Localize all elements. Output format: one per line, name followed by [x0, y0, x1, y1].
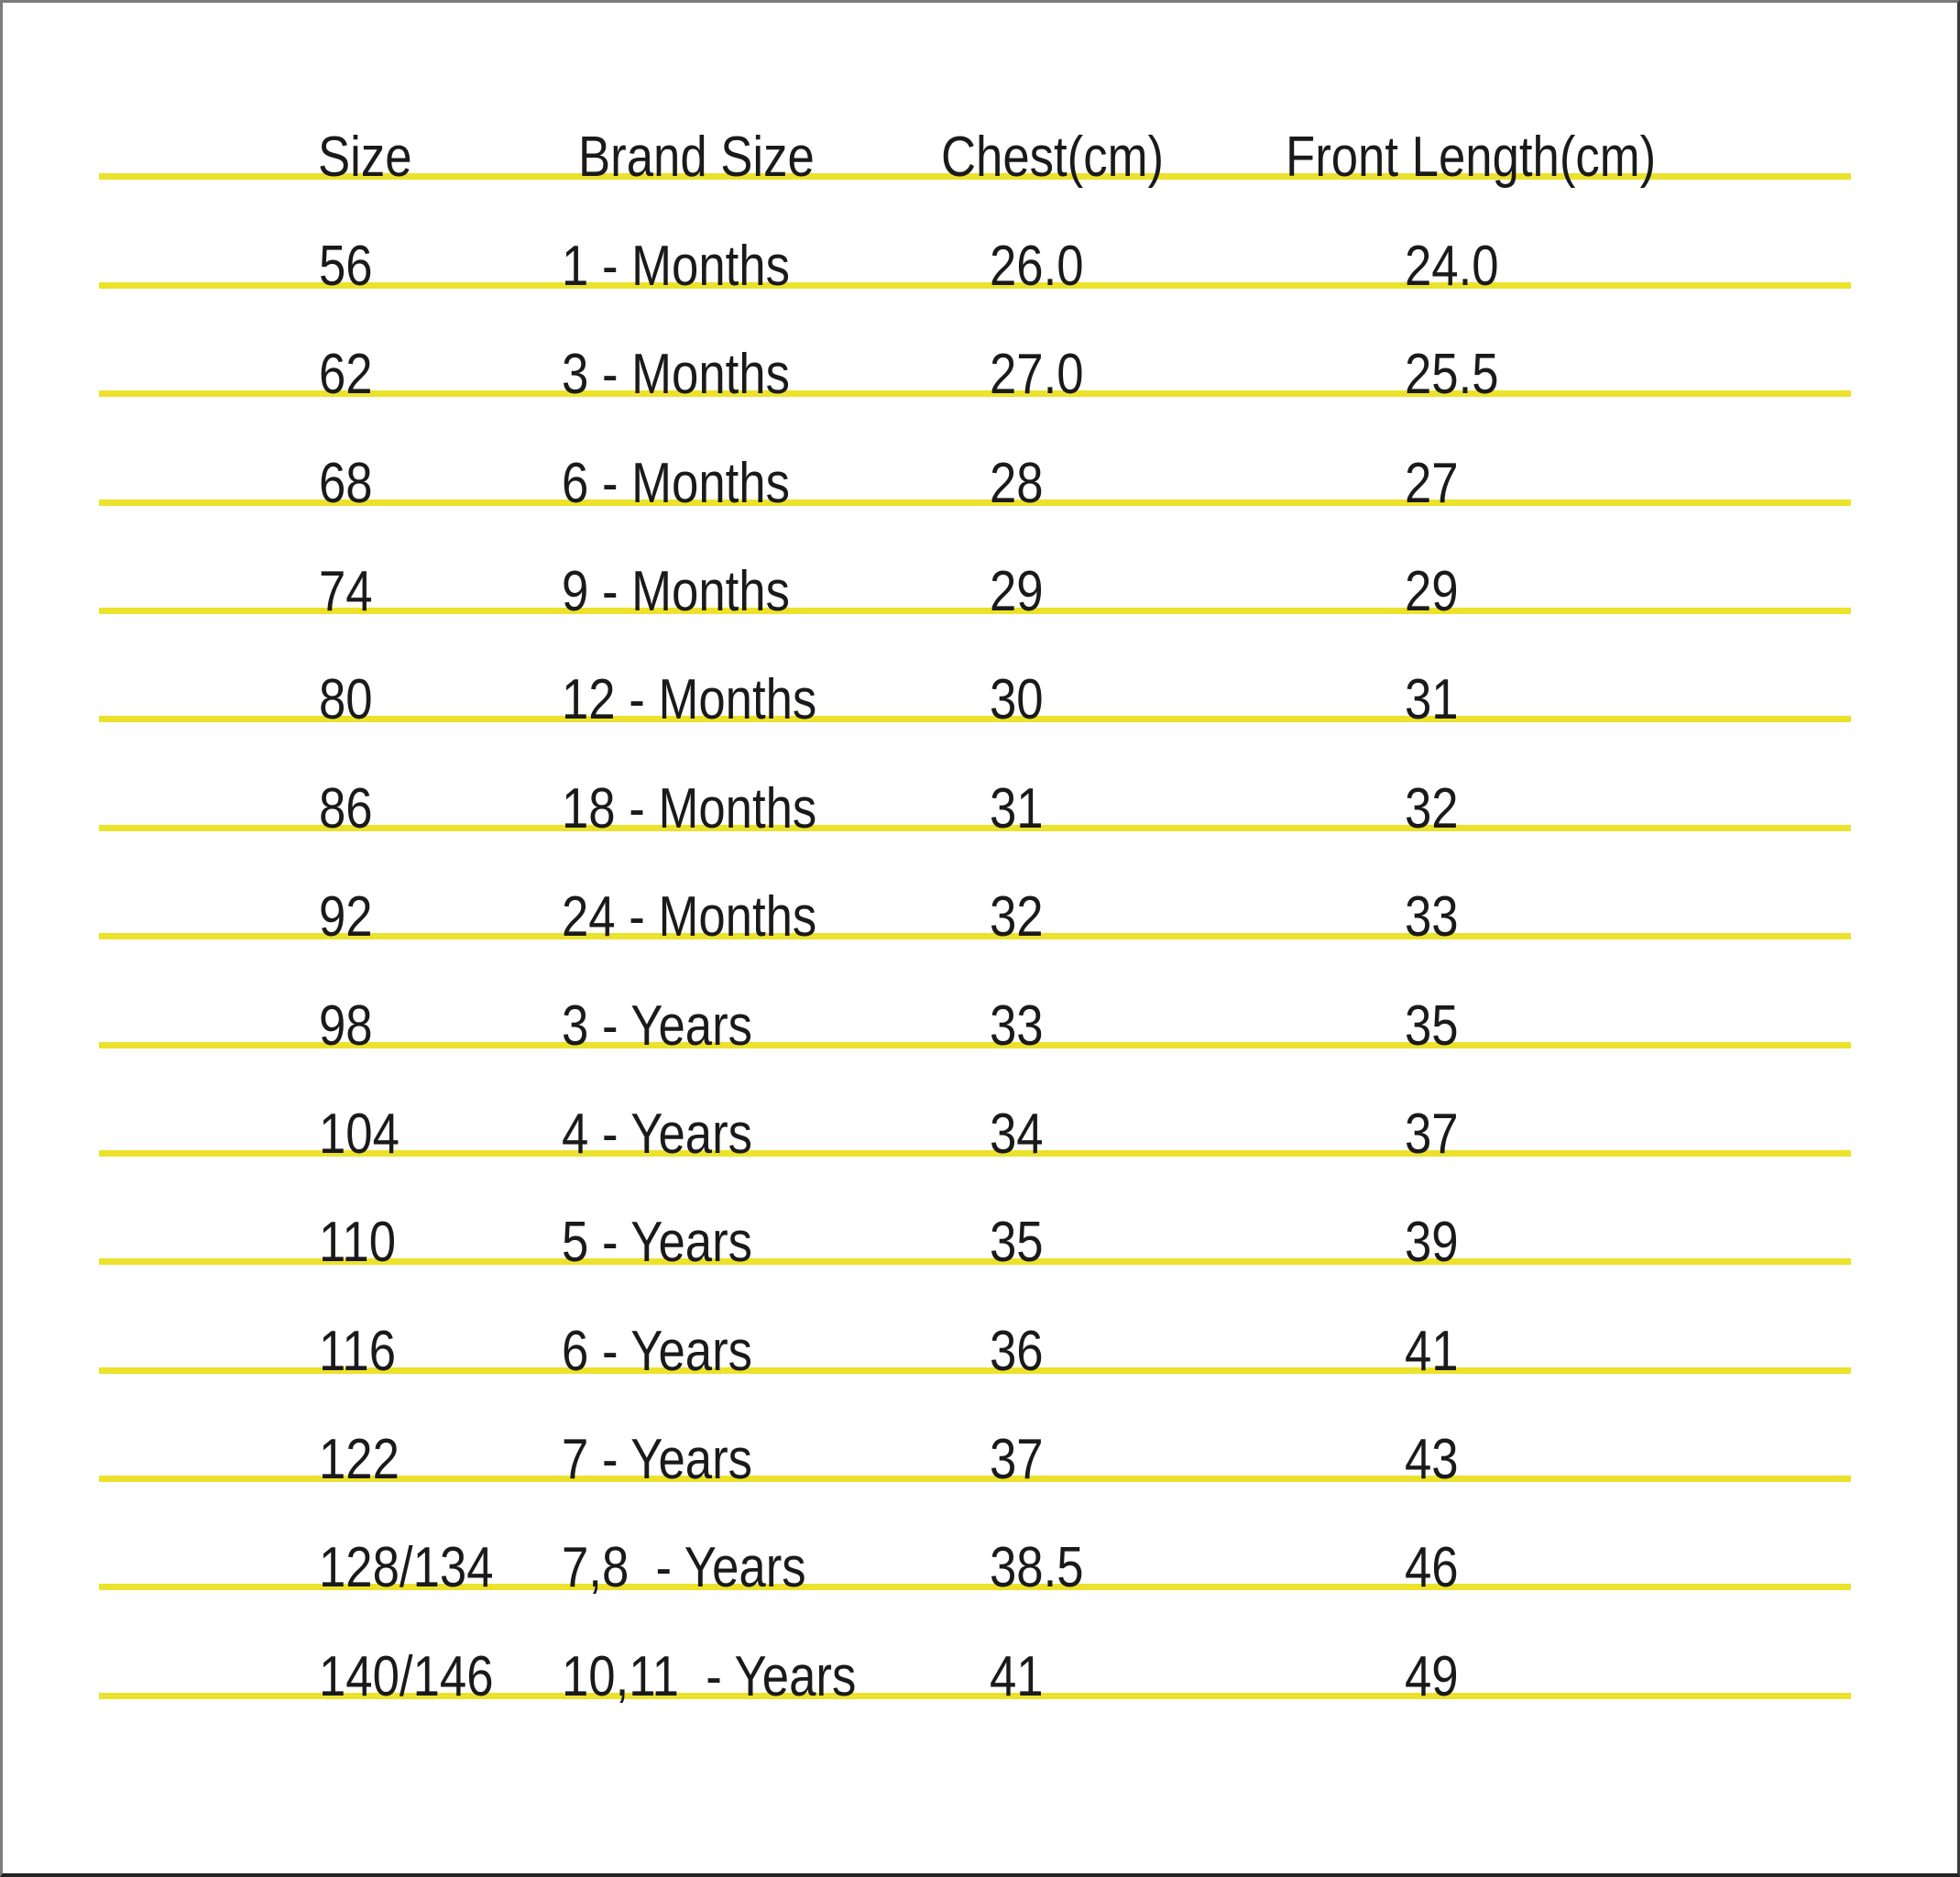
brand-size-cell: 10,11 - Years: [562, 1644, 857, 1708]
chest-cell: 38.5: [990, 1536, 1084, 1600]
size-cell: 110: [319, 1211, 397, 1275]
column-header-size: Size: [318, 126, 412, 190]
chest-cell: 28: [990, 451, 1044, 515]
column-header-chest: Chest(cm): [941, 126, 1165, 190]
chest-cell: 36: [990, 1319, 1044, 1383]
chest-cell: 31: [990, 776, 1044, 840]
table-row: [99, 1482, 1851, 1600]
table-row: [99, 1157, 1851, 1275]
size-cell: 62: [319, 343, 373, 407]
table-row: [99, 506, 1851, 623]
size-cell: 122: [319, 1428, 400, 1492]
front-length-cell: 25.5: [1405, 343, 1499, 407]
brand-size-cell: 4 - Years: [562, 1102, 753, 1166]
size-cell: 98: [319, 993, 373, 1058]
table-row: [99, 1590, 1851, 1708]
size-chart-table: [99, 71, 1851, 1708]
table-header-row: [99, 71, 1851, 190]
size-cell: 92: [319, 885, 373, 949]
table-row: [99, 289, 1851, 407]
front-length-cell: 41: [1405, 1319, 1459, 1383]
front-length-cell: 27: [1405, 451, 1459, 515]
front-length-cell: 49: [1405, 1644, 1459, 1708]
chest-cell: 26.0: [990, 234, 1084, 298]
chest-cell: 27.0: [990, 343, 1084, 407]
column-header-front-length: Front Length(cm): [1286, 126, 1657, 190]
column-header-brand-size: Brand Size: [578, 126, 815, 190]
table-row: [99, 1265, 1851, 1383]
size-cell: 80: [319, 668, 373, 732]
brand-size-cell: 7,8 - Years: [562, 1536, 806, 1600]
table-row: [99, 397, 1851, 515]
size-cell: 116: [319, 1319, 397, 1383]
size-cell: 74: [319, 559, 373, 623]
size-cell: 104: [319, 1102, 400, 1166]
table-row: [99, 1374, 1851, 1492]
size-cell: 128/134: [319, 1536, 494, 1600]
front-length-cell: 46: [1405, 1536, 1459, 1600]
front-length-cell: 43: [1405, 1428, 1459, 1492]
brand-size-cell: 12 - Months: [562, 668, 817, 732]
front-length-cell: 39: [1405, 1211, 1459, 1275]
size-cell: 68: [319, 451, 373, 515]
table-row: [99, 180, 1851, 298]
chest-cell: 37: [990, 1428, 1044, 1492]
front-length-cell: 37: [1405, 1102, 1459, 1166]
table-row: [99, 722, 1851, 840]
table-row: [99, 939, 1851, 1058]
front-length-cell: 24.0: [1405, 234, 1499, 298]
table-row: [99, 614, 1851, 732]
size-cell: 140/146: [319, 1644, 494, 1708]
size-cell: 86: [319, 776, 373, 840]
brand-size-cell: 7 - Years: [562, 1428, 753, 1492]
chest-cell: 30: [990, 668, 1044, 732]
chest-cell: 29: [990, 559, 1044, 623]
brand-size-cell: 9 - Months: [562, 559, 790, 623]
table-body: [99, 180, 1851, 1708]
chest-cell: 34: [990, 1102, 1044, 1166]
front-length-cell: 33: [1405, 885, 1459, 949]
chest-cell: 32: [990, 885, 1044, 949]
front-length-cell: 35: [1405, 993, 1459, 1058]
chest-cell: 33: [990, 993, 1044, 1058]
chest-cell: 41: [990, 1644, 1044, 1708]
brand-size-cell: 3 - Months: [562, 343, 790, 407]
brand-size-cell: 5 - Years: [562, 1211, 753, 1275]
front-length-cell: 31: [1405, 668, 1459, 732]
brand-size-cell: 6 - Years: [562, 1319, 753, 1383]
brand-size-cell: 18 - Months: [562, 776, 817, 840]
size-cell: 56: [319, 234, 373, 298]
table-row: [99, 831, 1851, 949]
chest-cell: 35: [990, 1211, 1044, 1275]
front-length-cell: 29: [1405, 559, 1459, 623]
table-row: [99, 1048, 1851, 1166]
brand-size-cell: 3 - Years: [562, 993, 753, 1058]
brand-size-cell: 24 - Months: [562, 885, 817, 949]
brand-size-cell: 1 - Months: [562, 234, 790, 298]
front-length-cell: 32: [1405, 776, 1459, 840]
brand-size-cell: 6 - Months: [562, 451, 790, 515]
